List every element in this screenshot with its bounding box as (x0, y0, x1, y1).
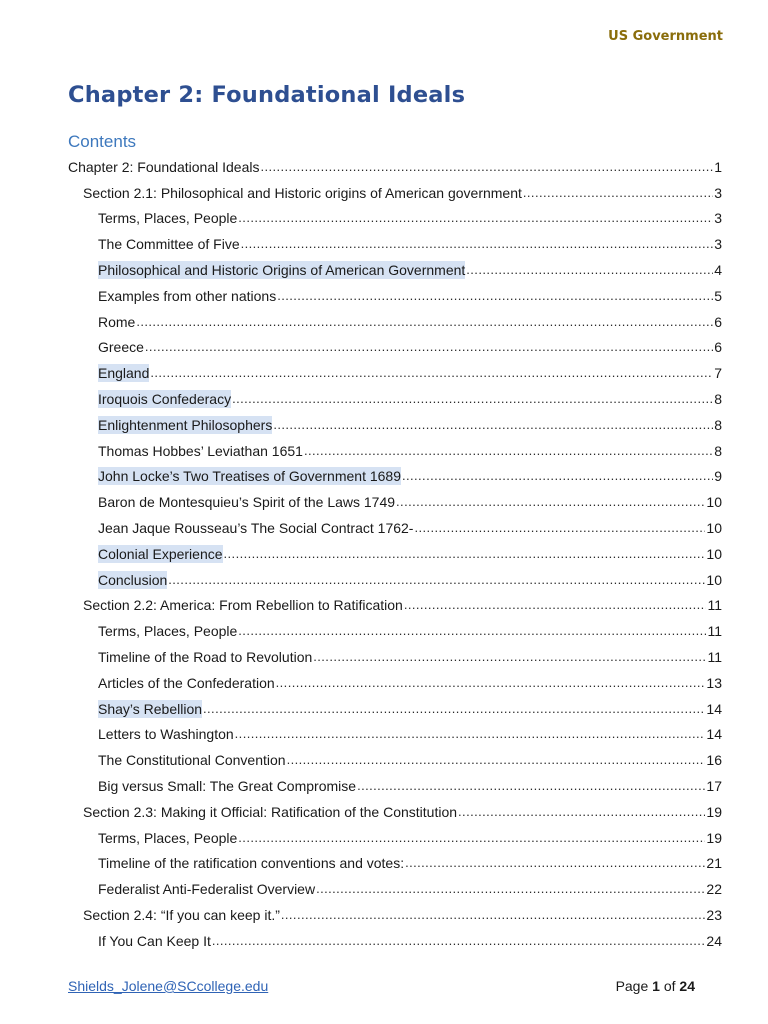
toc-entry[interactable] (98, 567, 722, 593)
toc-entry[interactable] (83, 902, 722, 928)
toc-entry-title: Section 2.4: “If you can keep it.” (83, 907, 280, 924)
toc-dot-leader (287, 752, 706, 768)
toc-entry-title: Greece (98, 339, 144, 356)
toc-entry-page: 3 (714, 184, 722, 201)
toc-dot-leader (402, 468, 713, 484)
toc-entry[interactable] (83, 180, 722, 206)
toc-entry-title: Iroquois Confederacy (98, 391, 232, 408)
toc-entry-title: Section 2.2: America: From Rebellion to Ratification (83, 597, 403, 614)
toc-entry-page: 10 (706, 520, 722, 537)
toc-entry[interactable] (98, 696, 722, 722)
toc-dot-leader (145, 339, 713, 355)
toc-entry[interactable] (98, 670, 722, 696)
toc-entry-title: The Constitutional Convention (98, 752, 286, 769)
toc-entry[interactable] (98, 773, 722, 799)
toc-entry-page: 22 (706, 881, 722, 898)
toc-entry-page: 19 (706, 829, 722, 846)
toc-dot-leader (232, 391, 713, 407)
toc-entry[interactable] (98, 876, 722, 902)
toc-dot-leader (313, 649, 706, 665)
toc-entry-title: England (98, 365, 150, 382)
toc-dot-leader (276, 675, 706, 691)
toc-entry[interactable] (98, 412, 722, 438)
toc-entry[interactable] (83, 593, 722, 619)
toc-entry[interactable] (98, 851, 722, 877)
chapter-title: Chapter 2: Foundational Ideals (68, 82, 466, 108)
toc-entry[interactable] (98, 618, 722, 644)
footer-page-number (616, 978, 695, 994)
toc-entry[interactable] (68, 154, 722, 180)
toc-entry-page: 4 (714, 262, 722, 279)
toc-entry[interactable] (98, 206, 722, 232)
toc-entry-page: 21 (706, 855, 722, 872)
toc-dot-leader (405, 855, 705, 871)
toc-entry-title: Terms, Places, People (98, 829, 238, 846)
toc-entry[interactable] (98, 825, 722, 851)
toc-entry-title: Enlightenment Philosophers (98, 416, 273, 433)
page-total: 24 (679, 978, 695, 994)
footer-email-link[interactable]: Shields_Jolene@SCcollege.edu (68, 978, 269, 994)
toc-entry-title: Baron de Montesquieu’s Spirit of the Laws 1749 (98, 494, 396, 511)
toc-entry[interactable] (98, 438, 722, 464)
toc-entry-page: 3 (714, 210, 722, 227)
toc-entry-title: Terms, Places, People (98, 210, 238, 227)
toc-dot-leader (241, 236, 714, 252)
toc-dot-leader (523, 185, 713, 201)
toc-entry[interactable] (98, 257, 722, 283)
toc-entry-page: 10 (706, 494, 722, 511)
toc-dot-leader (203, 701, 705, 717)
toc-entry[interactable] (98, 722, 722, 748)
toc-entry-page: 16 (706, 752, 722, 769)
toc-entry-title: Colonial Experience (98, 545, 223, 562)
toc-dot-leader (238, 623, 706, 639)
toc-entry-page: 8 (714, 442, 722, 459)
toc-entry-title: Shay’s Rebellion (98, 700, 203, 717)
toc-entry-page: 14 (706, 726, 722, 743)
toc-entry-title: Articles of the Confederation (98, 674, 275, 691)
toc-entry-page: 11 (707, 597, 722, 614)
toc-entry-title: Thomas Hobbes’ Leviathan 1651 (98, 442, 303, 459)
toc-entry[interactable] (98, 283, 722, 309)
toc-entry-page: 23 (706, 907, 722, 924)
toc-dot-leader (150, 365, 713, 381)
toc-entry-title: Conclusion (98, 571, 168, 588)
toc-entry[interactable] (98, 928, 722, 954)
toc-entry[interactable] (98, 309, 722, 335)
toc-entry[interactable] (98, 464, 722, 490)
toc-entry-title: Examples from other nations (98, 287, 277, 304)
toc-entry-page: 14 (706, 700, 722, 717)
toc-entry-title: Timeline of the Road to Revolution (98, 649, 313, 666)
toc-entry-title: Letters to Washington (98, 726, 234, 743)
page-of: of (663, 978, 676, 994)
toc-entry-title: Federalist Anti-Federalist Overview (98, 881, 316, 898)
toc-entry-title: Jean Jaque Rousseau’s The Social Contract 1762- (98, 520, 414, 537)
toc-entry-page: 10 (706, 545, 722, 562)
toc-dot-leader (212, 933, 706, 949)
toc-dot-leader (458, 804, 705, 820)
toc-heading: Contents (68, 132, 137, 151)
toc-dot-leader (235, 726, 706, 742)
toc-entry-page: 5 (714, 287, 722, 304)
toc-entry-page: 13 (706, 674, 722, 691)
toc-dot-leader (238, 210, 713, 226)
toc-entry[interactable] (98, 515, 722, 541)
toc-entry-title: Terms, Places, People (98, 623, 238, 640)
toc-dot-leader (404, 597, 707, 613)
toc-entry-page: 8 (714, 391, 722, 408)
toc-entry-title: John Locke’s Two Treatises of Government 1689 (98, 468, 401, 485)
toc-entry[interactable] (98, 386, 722, 412)
toc-entry-title: Section 2.3: Making it Official: Ratification of the Constitution (83, 803, 458, 820)
toc-entry-page: 10 (706, 571, 722, 588)
toc-entry[interactable] (83, 799, 722, 825)
toc-dot-leader (414, 520, 705, 536)
toc-entry-page: 9 (714, 468, 722, 485)
toc-entry-page: 7 (714, 365, 722, 382)
toc-dot-leader (168, 572, 705, 588)
toc-dot-leader (466, 262, 713, 278)
toc-entry[interactable] (98, 489, 722, 515)
toc-entry-page: 19 (706, 803, 722, 820)
toc-entry-page: 11 (707, 649, 722, 666)
toc-entry-page: 24 (706, 932, 722, 949)
toc-entry[interactable] (98, 644, 722, 670)
toc-entry-title: Philosophical and Historic Origins of American Government (98, 262, 466, 279)
toc-entry-page: 6 (714, 313, 722, 330)
toc-entry-title: Rome (98, 313, 136, 330)
toc-entry-page: 17 (706, 778, 722, 795)
toc-dot-leader (304, 443, 713, 459)
toc-entry[interactable] (98, 747, 722, 773)
toc-entry[interactable] (98, 335, 722, 361)
toc-entry-page: 1 (714, 158, 722, 175)
running-header: US Government (608, 29, 723, 44)
page-current: 1 (652, 978, 660, 994)
page-label: Page (615, 978, 649, 994)
toc-entry-title: Big versus Small: The Great Compromise (98, 778, 357, 795)
toc-entry[interactable] (98, 231, 722, 257)
toc-entry-page: 11 (707, 623, 722, 640)
toc-entry-title: Chapter 2: Foundational Ideals (68, 158, 260, 175)
toc-entry-title: If You Can Keep It (98, 932, 211, 949)
toc-dot-leader (281, 907, 706, 923)
toc-dot-leader (260, 159, 713, 175)
toc-dot-leader (396, 494, 705, 510)
toc-entry-page: 8 (714, 416, 722, 433)
toc-dot-leader (273, 417, 713, 433)
toc-dot-leader (238, 830, 705, 846)
toc-entry-page: 6 (714, 339, 722, 356)
toc-dot-leader (136, 314, 713, 330)
toc-dot-leader (316, 881, 705, 897)
toc-entry[interactable] (98, 541, 722, 567)
toc-entry-title: Section 2.1: Philosophical and Historic origins of American government (83, 184, 522, 201)
toc-dot-leader (277, 288, 713, 304)
toc-dot-leader (357, 778, 705, 794)
toc-entry-title: The Committee of Five (98, 236, 240, 253)
toc-entry[interactable] (98, 360, 722, 386)
toc-entry-page: 3 (714, 236, 722, 253)
toc-entry-title: Timeline of the ratification conventions and votes: (98, 855, 405, 872)
toc-dot-leader (224, 546, 706, 562)
